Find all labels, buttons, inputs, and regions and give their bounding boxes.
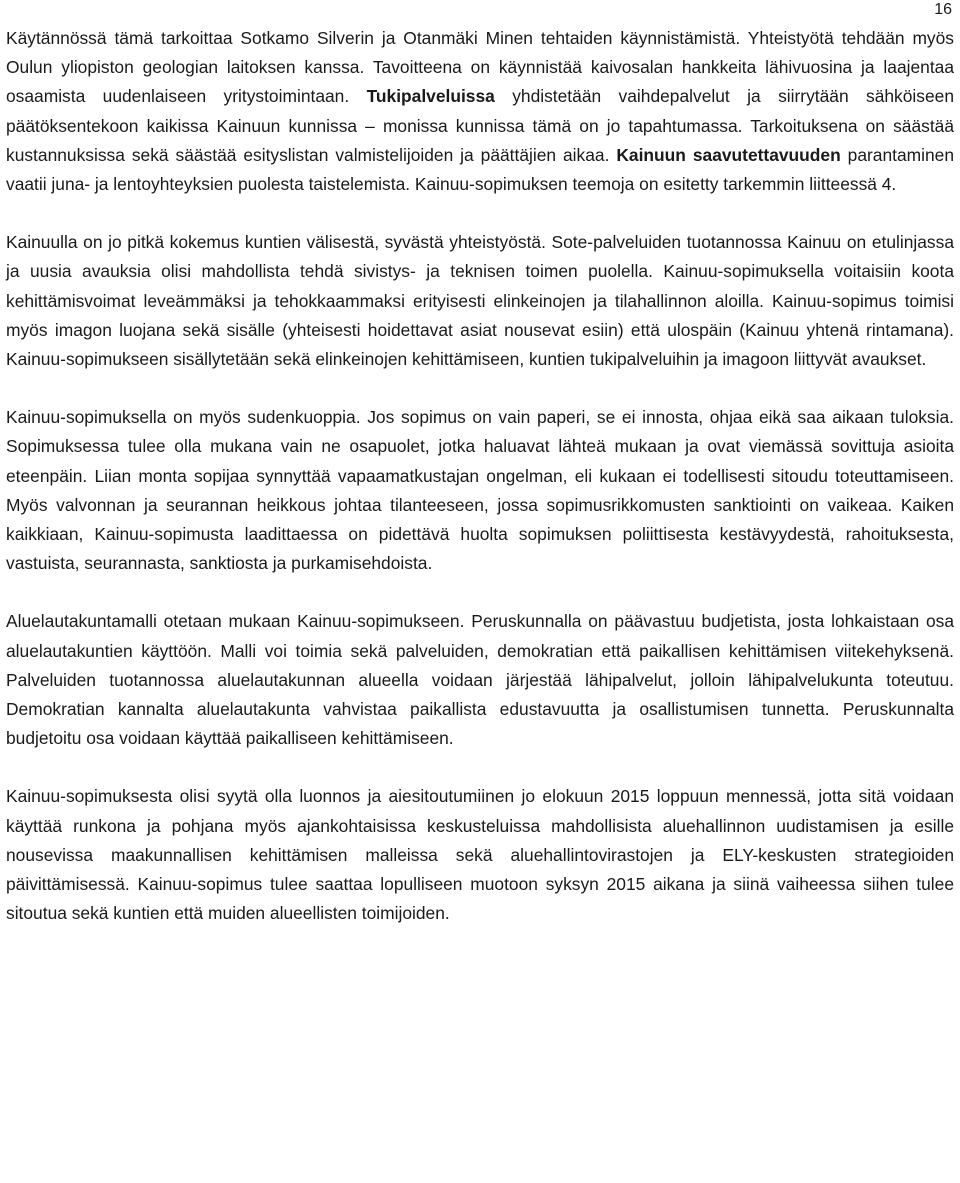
paragraph-1-text-2: yhdistetään vaihdepalvelut ja siirrytään sähköiseen päätöksentekoon kaikissa Kainuun kunnissa – monissa kunnissa tämä on jo tapahtumassa. Tarkoituksena on säästää kustannuksissa sekä säästää esityslistan valmistelijoiden ja päättäjien aikaa. bbox=[6, 86, 955, 165]
paragraph-4-text: Aluelautakuntamalli otetaan mukaan Kainuu-sopimukseen. Peruskunnalla on päävastuu budjetista, josta lohkaistaan osa aluelautakuntien käyttöön. Malli voi toimia sekä palveluiden, demokratian että paikallisen kehittämisen viitekehyksenä. Palveluiden tuotannossa aluelautakunnan alueella voidaan järjestää lähipalvelut, jolloin lähipalvelukunta toteutuu. Demokratian kannalta aluelautakunta vahvistaa paikallista edustavuutta ja osallistumisen tunnetta. Peruskunnalta budjetoitu osa voidaan käyttää paikalliseen kehittämiseen. bbox=[6, 611, 954, 749]
page-number: 16 bbox=[934, 1, 952, 18]
bold-term-saavutettavuus: Kainuun saavutettavuuden bbox=[616, 144, 841, 165]
paragraph-1-text-3: parantaminen vaatii juna- ja lentoyhteyksien puolesta taistelemista. Kainuu-sopimuksen teemoja on esitetty tarkemmin liitteessä 4. bbox=[6, 144, 954, 195]
document-body bbox=[6, 24, 954, 928]
paragraph-1-text-1: Käytännössä tämä tarkoittaa Sotkamo Silverin ja Otanmäki Minen tehtaiden käynnistämistä. Yhteistyötä tehdään myös Oulun yliopiston geologian laitoksen kanssa. Tavoitteena on käynnistää kaivosalan hankkeita lähivuosina ja laajentaa osaamista uudenlaiseen yritystoimintaan. bbox=[6, 28, 954, 107]
paragraph-3 bbox=[6, 403, 954, 578]
paragraph-5-text: Kainuu-sopimuksesta olisi syytä olla luonnos ja aiesitoutumiinen jo elokuun 2015 loppuun mennessä, jotta sitä voidaan käyttää runkona ja pohjana myös ajankohtaisissa keskusteluissa mahdollisista aluehallinnon uudistamisen ja esille nousevissa maakunnallisen kehittämisen malleissa sekä aluehallintovirastojen ja ELY-keskusten strategioiden päivittämisessä. Kainuu-sopimus tulee saattaa lopulliseen muotoon syksyn 2015 aikana ja siinä vaiheessa siihen tulee sitoutua sekä kuntien että muiden alueellisten toimijoiden. bbox=[6, 786, 954, 924]
paragraph-3-text: Kainuu-sopimuksella on myös sudenkuoppia. Jos sopimus on vain paperi, se ei innosta, ohjaa eikä saa aikaan tuloksia. Sopimuksessa tulee olla mukana vain ne osapuolet, jotka haluavat lähteä mukaan ja ovat viemässä sovittuja asioita eteenpäin. Liian monta sopijaa synnyttää vapaamatkustajan ongelman, eli kukaan ei todellisesti sitoudu toteuttamiseen. Myös valvonnan ja seurannan heikkous johtaa tilanteeseen, jossa sopimusrikkomusten sanktiointi on vaikeaa. Kaiken kaikkiaan, Kainuu-sopimusta laadittaessa on pidettävä huolta sopimuksen poliittisesta kestävyydestä, rahoituksesta, vastuista, seurannasta, sanktiosta ja purkamisehdoista. bbox=[6, 407, 954, 574]
paragraph-1 bbox=[6, 24, 954, 199]
paragraph-2-text: Kainuulla on jo pitkä kokemus kuntien välisestä, syvästä yhteistyöstä. Sote-palveluiden tuotannossa Kainuu on etulinjassa ja uusia avauksia olisi mahdollista tehdä sivistys- ja teknisen toimen puolella. Kainuu-sopimuksella voitaisiin koota kehittämisvoimat leveämmäksi ja tehokkaammaksi erityisesti elinkeinojen ja tilahallinnon aloilla. Kainuu-sopimus toimisi myös imagon luojana sekä sisälle (yhteisesti hoidettavat asiat nousevat esiin) että ulospäin (Kainuu yhtenä rintamana). Kainuu-sopimukseen sisällytetään sekä elinkeinojen kehittämiseen, kuntien tukipalveluihin ja imagoon liittyvät avaukset. bbox=[6, 232, 954, 370]
paragraph-4 bbox=[6, 607, 954, 753]
bold-term-tukipalveluissa: Tukipalveluissa bbox=[366, 86, 495, 107]
paragraph-5 bbox=[6, 782, 954, 928]
paragraph-2 bbox=[6, 228, 954, 374]
